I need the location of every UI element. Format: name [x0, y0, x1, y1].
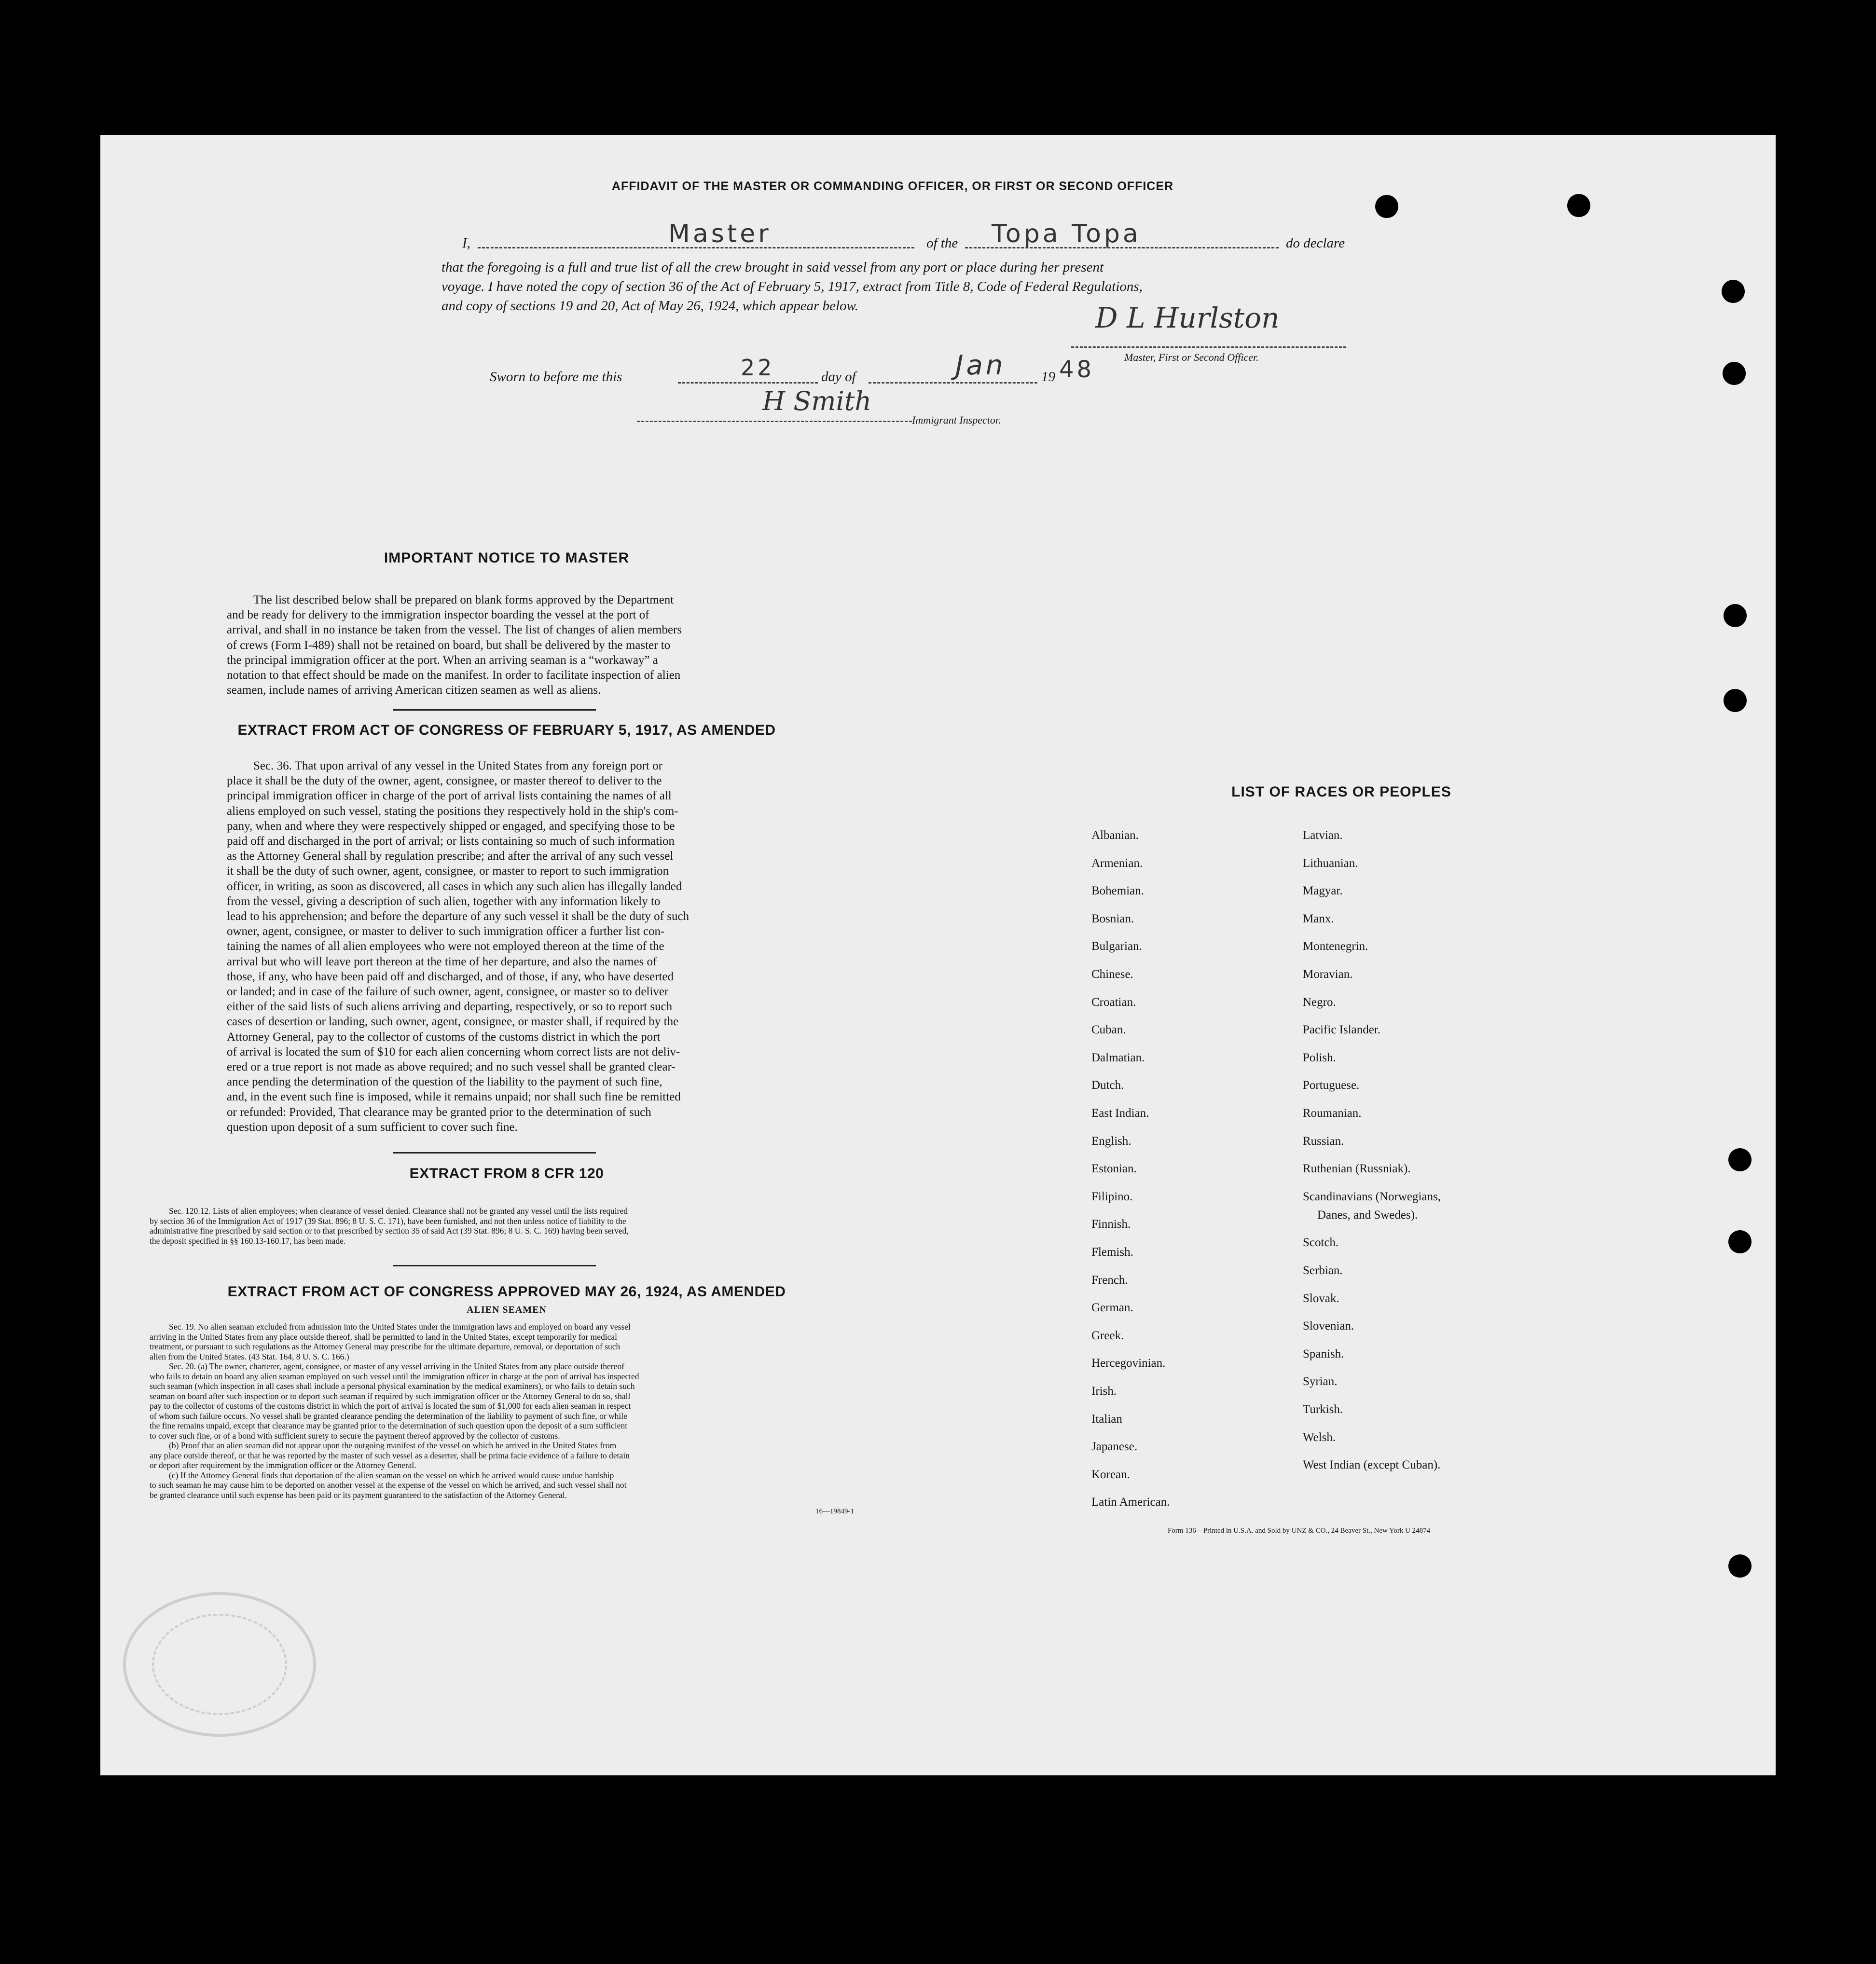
race-item: Russian.	[1303, 1134, 1344, 1148]
race-item: Croatian.	[1091, 995, 1136, 1009]
text-line: Sec. 19. No alien seaman excluded from admission into the United States under the immigration laws and employed on board any vessel	[169, 1322, 631, 1332]
master-caption: Master, First or Second Officer.	[1124, 351, 1259, 363]
race-item: Roumanian.	[1303, 1107, 1362, 1120]
punch-hole	[1728, 1554, 1752, 1578]
race-item: Albanian.	[1091, 829, 1139, 842]
punch-hole	[1728, 1230, 1752, 1253]
act-1917-body	[227, 758, 786, 1135]
text-line: principal immigration officer in charge of the port of arrival lists containing the names of all	[227, 789, 672, 803]
affidavit-title: AFFIDAVIT OF THE MASTER OR COMMANDING OFFICER, OR FIRST OR SECOND OFFICER	[611, 179, 1174, 193]
text-line: by section 36 of the Immigration Act of 1917 (39 Stat. 896; 8 U. S. C. 171), have been furnished, and not then unless notice of liability to the	[150, 1216, 626, 1226]
month-value: Jan	[955, 350, 1006, 381]
act-1924-subtitle: ALIEN SEAMEN	[467, 1305, 547, 1315]
text-line: the fine remains unpaid, except that clearance may be granted prior to the determination of such question upon the deposit of a sum sufficient	[150, 1421, 628, 1430]
text-line: pany, when and where they were respectively shipped or engaged, and specifying those to be	[227, 819, 675, 833]
act-1924-title: EXTRACT FROM ACT OF CONGRESS APPROVED MAY 26, 1924, AS AMENDED	[227, 1284, 786, 1300]
text-line: ered or a true report is not made as above required; and no such vessel shall be granted clear-	[227, 1060, 676, 1074]
cfr-body	[150, 1206, 864, 1246]
race-item: East Indian.	[1091, 1107, 1149, 1120]
text-line: those, if any, who have been paid off and discharged, and of those, if any, who have deserted	[227, 970, 674, 983]
master-value: Master	[668, 220, 772, 248]
inspector-signature: H Smith	[762, 386, 872, 416]
text-line: it shall be the duty of such owner, agent, consignee, or master to report to such immigration	[227, 865, 669, 878]
race-item: Moravian.	[1303, 968, 1353, 981]
race-item: Montenegrin.	[1303, 940, 1368, 953]
punch-hole	[1723, 362, 1746, 385]
race-item: Slovak.	[1303, 1291, 1339, 1305]
race-item: Magyar.	[1303, 884, 1343, 898]
affidavit-line-2: voyage. I have noted the copy of section 36 of the Act of February 5, 1917, extract from Title 8, Code of Federal Regulations,	[441, 279, 1143, 294]
form-number: 16—19849-1	[815, 1508, 854, 1515]
text-line: notation to that effect should be made on the manifest. In order to facilitate inspection of alien	[227, 669, 681, 682]
punch-hole	[1567, 194, 1590, 217]
sworn-label: Sworn to before me this	[490, 369, 622, 385]
race-item: Scandinavians (Norwegians,	[1303, 1190, 1441, 1203]
race-item: Korean.	[1091, 1468, 1130, 1481]
month-line	[869, 382, 1037, 384]
text-line: seamen, include names of arriving American citizen seamen as well as aliens.	[227, 684, 601, 697]
affidavit-line-3: and copy of sections 19 and 20, Act of May 26, 1924, which appear below.	[441, 298, 858, 314]
race-item: West Indian (except Cuban).	[1303, 1458, 1441, 1472]
text-line: or refunded: Provided, That clearance may be granted prior to the determination of such	[227, 1105, 651, 1119]
text-line: arriving in the United States from any place outside thereof, shall be permitted to land in the United States, except temporarily for medical	[150, 1332, 618, 1342]
race-item: Hercegovinian.	[1091, 1357, 1166, 1370]
day-value: 22	[741, 355, 775, 381]
cfr-title: EXTRACT FROM 8 CFR 120	[409, 1166, 604, 1181]
race-item: Scotch.	[1303, 1236, 1339, 1250]
text-line: of whom such failure occurs. No vessel shall be granted clearance pending the determination of the liability to payment of such fine, or while	[150, 1411, 627, 1421]
text-line: arrival but who will leave port thereon at the time of her departure, and also the names of	[227, 955, 657, 968]
race-item: Flemish.	[1091, 1246, 1133, 1259]
race-item: Latvian.	[1303, 829, 1343, 842]
act-1917-title: EXTRACT FROM ACT OF CONGRESS OF FEBRUARY 5, 1917, AS AMENDED	[237, 722, 776, 738]
divider	[393, 709, 596, 711]
text-line: taining the names of all alien employees who were not employed thereon at the time of the	[227, 940, 664, 953]
master-signature-line	[1071, 346, 1346, 348]
text-line: the principal immigration officer at the port. When an arriving seaman is a “workaway” a	[227, 653, 658, 667]
text-line: and, in the event such fine is imposed, while it remains unpaid; nor shall such fine be remitted	[227, 1090, 681, 1104]
text-line: such seaman (which inspection in all cases shall include a personal physical examination by the medical examiners), or who fails to detain such	[150, 1381, 635, 1391]
text-line: Sec. 120.12. Lists of alien employees; when clearance of vessel denied. Clearance shall not be granted any vessel until the lists required	[169, 1206, 628, 1216]
day-line	[678, 382, 818, 384]
text-line: (c) If the Attorney General finds that deportation of the alien seaman on the vessel on which he arrived would cause undue hardship	[169, 1470, 614, 1480]
notice-title: IMPORTANT NOTICE TO MASTER	[384, 550, 630, 566]
inspector-line	[637, 421, 912, 422]
of-the-label: of the	[926, 235, 958, 251]
text-line: cases of desertion or landing, such owner, agent, consignee, or master shall, if required by the	[227, 1015, 679, 1029]
race-item: Estonian.	[1091, 1162, 1137, 1176]
race-item: Turkish.	[1303, 1403, 1343, 1416]
text-line: of arrival is located the sum of $10 for each alien concerning whom correct lists are not deliv-	[227, 1045, 680, 1058]
divider	[393, 1152, 596, 1154]
text-line: The list described below shall be prepared on blank forms approved by the Department	[253, 593, 674, 606]
text-line: Attorney General, pay to the collector of customs of the customs district in which the port	[227, 1030, 661, 1044]
master-signature: D L Hurlston	[1095, 302, 1280, 334]
race-item: Bohemian.	[1091, 884, 1145, 898]
races-title: LIST OF RACES OR PEOPLES	[1231, 784, 1451, 800]
text-line: to cover such fine, or of a bond with sufficient surety to secure the payment thereof approved by the collector of customs.	[150, 1430, 560, 1441]
race-item: Danes, and Swedes).	[1317, 1208, 1418, 1222]
race-item: Bosnian.	[1091, 912, 1134, 925]
vessel-value: Topa Topa	[992, 220, 1141, 248]
text-line: administrative fine prescribed by said section or to that prescribed by section 35 of said Act (39 Stat. 896; 8 U. S. C. 169) having been served,	[150, 1226, 629, 1236]
text-line: of crews (Form I-489) shall not be retained on board, but shall be delivered by the master to	[227, 638, 671, 652]
race-item: Welsh.	[1303, 1430, 1336, 1444]
punch-hole	[1722, 280, 1745, 303]
race-item: Manx.	[1303, 912, 1334, 925]
text-line: Sec. 36. That upon arrival of any vessel in the United States from any foreign port or	[253, 759, 662, 772]
race-item: Armenian.	[1091, 856, 1143, 870]
text-line: seaman on board after such inspection or to deport such seaman if required by such immigration officer or the Attorney General to do so, shall	[150, 1391, 631, 1401]
race-item: Dutch.	[1091, 1079, 1124, 1092]
text-line: pay to the collector of customs of the customs district in which the port of arrival is located the sum of $1,000 for each alien seaman in respect	[150, 1401, 631, 1411]
text-line: alien from the United States. (43 Stat. 164, 8 U. S. C. 166.)	[150, 1351, 349, 1361]
race-item: Japanese.	[1091, 1440, 1138, 1454]
race-item: Finnish.	[1091, 1218, 1131, 1231]
embossed-seal-inner	[152, 1614, 287, 1715]
text-line: either of the said lists of such aliens arriving and departing, respectively, or so to report such	[227, 1000, 673, 1014]
text-line: paid off and discharged in the port of arrival; or lists containing so much of such information	[227, 835, 675, 848]
race-item: Spanish.	[1303, 1347, 1344, 1360]
race-item: German.	[1091, 1301, 1133, 1315]
inspector-caption: Immigrant Inspector.	[912, 414, 1001, 426]
text-line: lead to his apprehension; and before the departure of any such vessel it shall be the duty of such	[227, 910, 690, 923]
text-line: any place outside thereof, or that he was reported by the master of such vessel as a deserter, shall be prima facie evidence of a failure to detain	[150, 1450, 630, 1460]
text-line: Sec. 20. (a) The owner, charterer, agent, consignee, or master of any vessel arriving in the United States from any place outside thereof	[169, 1361, 624, 1371]
text-line: question upon deposit of a sum sufficient to cover such fine.	[227, 1120, 518, 1134]
printer-line: Form 136—Printed in U.S.A. and Sold by UNZ & CO., 24 Beaver St., New York U 24874	[1168, 1527, 1431, 1535]
text-line: who fails to detain on board any alien seaman employed on such vessel until the immigration officer in charge at the port of arrival has inspected	[150, 1371, 639, 1381]
race-item: Dalmatian.	[1091, 1051, 1145, 1064]
race-item: Filipino.	[1091, 1190, 1133, 1203]
day-of-label: day of	[821, 369, 856, 385]
text-line: arrival, and shall in no instance be taken from the vessel. The list of changes of alien members	[227, 623, 682, 637]
text-line: be granted clearance until such expense has been paid or its payment guaranteed to the satisfaction of the Attorney General.	[150, 1490, 567, 1500]
punch-hole	[1375, 195, 1398, 218]
text-line: owner, agent, consignee, or master to deliver to such immigration officer a further list con-	[227, 925, 665, 938]
notice-body	[227, 592, 786, 698]
race-item: Lithuanian.	[1303, 856, 1358, 870]
text-line: place it shall be the duty of the owner, agent, consignee, or master thereof to deliver to the	[227, 774, 662, 788]
text-line: as the Attorney General shall by regulation prescribe; and after the arrival of any such vessel	[227, 850, 674, 863]
text-line: (b) Proof that an alien seaman did not appear upon the outgoing manifest of the vessel on which he arrived in the United States from	[169, 1441, 617, 1450]
do-declare-label: do declare	[1286, 235, 1345, 251]
race-item: Cuban.	[1091, 1023, 1126, 1037]
race-item: Chinese.	[1091, 968, 1133, 981]
race-item: Ruthenian (Russniak).	[1303, 1162, 1411, 1176]
punch-hole	[1728, 1148, 1752, 1171]
race-item: Syrian.	[1303, 1375, 1338, 1388]
race-item: Portuguese.	[1303, 1079, 1360, 1092]
divider	[393, 1265, 596, 1266]
text-line: or deport after requirement by the immigration officer or the Attorney General.	[150, 1460, 416, 1470]
act-1924-body	[150, 1322, 864, 1500]
race-item: English.	[1091, 1134, 1131, 1148]
race-item: Latin American.	[1091, 1496, 1170, 1509]
i-label: I,	[462, 235, 470, 251]
text-line: officer, in writing, as soon as discovered, all cases in which any such alien has illegally landed	[227, 879, 682, 893]
text-line: treatment, or pursuant to such regulations as the Attorney General may prescribe for the ultimate departure, removal, or deportation of such	[150, 1342, 621, 1351]
race-item: Polish.	[1303, 1051, 1336, 1064]
text-line: to such seaman he may cause him to be deported on another vessel at the expense of the vessel on which he arrived, and such vessel shall not	[150, 1480, 627, 1490]
text-line: aliens employed on such vessel, stating the positions they respectively hold in the ship's com-	[227, 804, 678, 818]
text-line: ance pending the determination of the question of the liability to the payment of such fine,	[227, 1075, 662, 1089]
punch-hole	[1724, 689, 1747, 712]
race-item: French.	[1091, 1273, 1128, 1287]
race-item: Bulgarian.	[1091, 940, 1142, 953]
race-item: Irish.	[1091, 1385, 1117, 1398]
race-item: Pacific Islander.	[1303, 1023, 1381, 1037]
punch-hole	[1724, 604, 1747, 627]
text-line: and be ready for delivery to the immigration inspector boarding the vessel at the port of	[227, 608, 649, 622]
race-item: Serbian.	[1303, 1264, 1343, 1277]
year-value: 48	[1059, 356, 1095, 383]
text-line: the deposit specified in §§ 160.13-160.17, has been made.	[150, 1236, 346, 1246]
year-prefix: 19	[1041, 369, 1055, 385]
text-line: or landed; and in case of the failure of such owner, agent, consignee, or master so to deliver	[227, 985, 669, 999]
race-item: Slovenian.	[1303, 1319, 1354, 1333]
text-line: from the vessel, giving a description of such alien, together with any information likely to	[227, 894, 661, 908]
race-item: Italian	[1091, 1412, 1122, 1426]
affidavit-line-1: that the foregoing is a full and true list of all the crew brought in said vessel from any port or place during her present	[441, 260, 1104, 275]
race-item: Greek.	[1091, 1329, 1124, 1342]
race-item: Negro.	[1303, 995, 1336, 1009]
